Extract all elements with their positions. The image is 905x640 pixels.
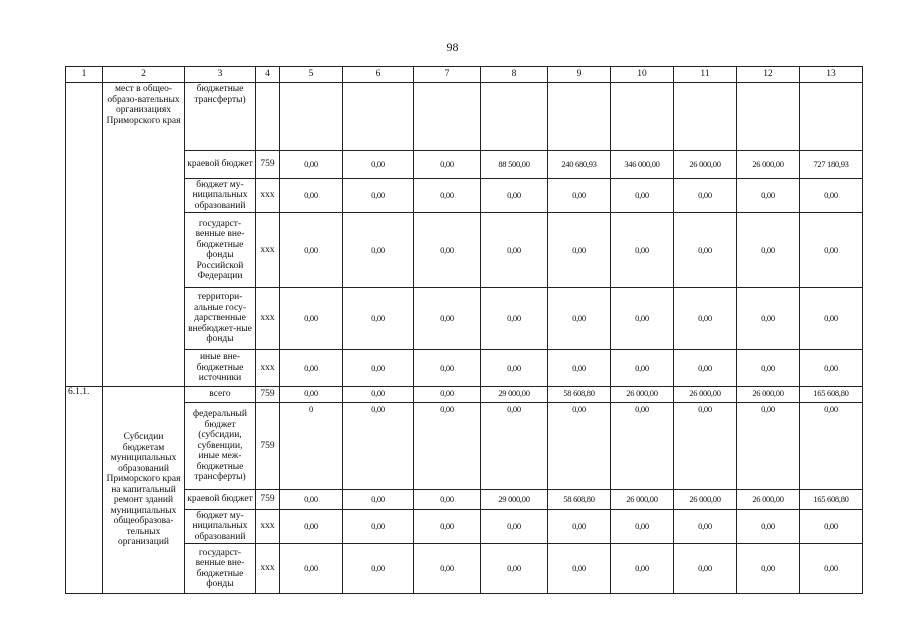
header-cell: 3: [185, 67, 256, 83]
funding-source-cell: федеральный бюджет (субсидии, субвенции, иные меж-бюджетные трансферты): [185, 403, 256, 490]
header-cell: 4: [256, 67, 280, 83]
amount-cell: 0,00: [674, 288, 737, 350]
amount-cell: 0,00: [800, 403, 863, 490]
funding-source-cell: краевой бюджет: [185, 151, 256, 179]
amount-cell: 0,00: [548, 510, 611, 544]
amount-cell: 0,00: [481, 350, 548, 387]
amount-cell: [674, 83, 737, 151]
amount-cell: 0,00: [548, 403, 611, 490]
funding-source-cell: краевой бюджет: [185, 490, 256, 510]
amount-cell: 0,00: [343, 213, 414, 288]
header-cell: 8: [481, 67, 548, 83]
table-row: [66, 151, 863, 179]
amount-cell: 0,00: [414, 490, 481, 510]
amount-cell: 0,00: [737, 179, 800, 213]
amount-cell: [611, 83, 674, 151]
amount-cell: 0,00: [737, 510, 800, 544]
amount-cell: 727 180,93: [800, 151, 863, 179]
amount-cell: 0,00: [674, 510, 737, 544]
amount-cell: 165 608,80: [800, 387, 863, 403]
budget-code-cell: [256, 83, 280, 151]
budget-code-cell: ххх: [256, 544, 280, 594]
table-body: [66, 67, 863, 594]
amount-cell: 0,00: [611, 179, 674, 213]
amount-cell: [800, 83, 863, 151]
amount-cell: 0,00: [548, 179, 611, 213]
budget-code-cell: ххх: [256, 510, 280, 544]
budget-code-cell: ххх: [256, 179, 280, 213]
budget-code-cell: ххх: [256, 288, 280, 350]
funding-source-cell: бюджетные трансферты): [185, 83, 256, 151]
budget-code-cell: 759: [256, 387, 280, 403]
amount-cell: 0,00: [280, 151, 343, 179]
amount-cell: 0,00: [280, 179, 343, 213]
amount-cell: [548, 83, 611, 151]
amount-cell: 0,00: [414, 350, 481, 387]
header-cell: 13: [800, 67, 863, 83]
amount-cell: 0,00: [800, 510, 863, 544]
amount-cell: [481, 83, 548, 151]
header-cell: 7: [414, 67, 481, 83]
amount-cell: 0,00: [343, 544, 414, 594]
amount-cell: 0,00: [280, 510, 343, 544]
amount-cell: 0,00: [611, 403, 674, 490]
amount-cell: 0,00: [800, 179, 863, 213]
funding-source-cell: территори-альные госу-дарственные внебюджет-ные фонды: [185, 288, 256, 350]
row-id-cell: [66, 83, 103, 387]
amount-cell: 58 608,80: [548, 387, 611, 403]
funding-source-cell: государст-венные вне-бюджетные фонды: [185, 544, 256, 594]
header-cell: 12: [737, 67, 800, 83]
amount-cell: 0,00: [343, 510, 414, 544]
amount-cell: 0,00: [611, 350, 674, 387]
amount-cell: 0,00: [737, 213, 800, 288]
amount-cell: 0,00: [737, 403, 800, 490]
header-cell: 2: [103, 67, 185, 83]
amount-cell: 0,00: [674, 350, 737, 387]
amount-cell: 0,00: [611, 544, 674, 594]
amount-cell: 0,00: [548, 350, 611, 387]
amount-cell: 0,00: [280, 387, 343, 403]
amount-cell: 0,00: [414, 213, 481, 288]
budget-code-cell: 759: [256, 490, 280, 510]
amount-cell: 0,00: [800, 213, 863, 288]
funding-source-cell: иные вне-бюджетные источники: [185, 350, 256, 387]
amount-cell: 26 000,00: [674, 151, 737, 179]
amount-cell: 0,00: [414, 179, 481, 213]
funding-source-cell: бюджет му-ниципальных образований: [185, 510, 256, 544]
table-row: [66, 179, 863, 213]
amount-cell: 240 680,93: [548, 151, 611, 179]
header-row: [66, 67, 863, 83]
budget-code-cell: ххх: [256, 350, 280, 387]
amount-cell: 0,00: [280, 490, 343, 510]
header-cell: 10: [611, 67, 674, 83]
amount-cell: 58 608,80: [548, 490, 611, 510]
amount-cell: 88 500,00: [481, 151, 548, 179]
amount-cell: 0,00: [343, 179, 414, 213]
funding-source-cell: бюджет му-ниципальных образований: [185, 179, 256, 213]
amount-cell: 0,00: [343, 490, 414, 510]
amount-cell: 0,00: [737, 544, 800, 594]
amount-cell: 0,00: [737, 350, 800, 387]
header-cell: 9: [548, 67, 611, 83]
funding-source-cell: государст-венные вне-бюджетные фонды Российской Федерации: [185, 213, 256, 288]
amount-cell: 0,00: [343, 288, 414, 350]
amount-cell: 0,00: [481, 544, 548, 594]
table-row: [66, 403, 863, 490]
amount-cell: 0,00: [548, 288, 611, 350]
amount-cell: [280, 83, 343, 151]
table-row: [66, 544, 863, 594]
amount-cell: [414, 83, 481, 151]
amount-cell: 0,00: [414, 544, 481, 594]
amount-cell: 0,00: [611, 288, 674, 350]
amount-cell: 0,00: [414, 151, 481, 179]
row-id-cell: 6.1.1.: [66, 387, 103, 594]
header-cell: 6: [343, 67, 414, 83]
amount-cell: 0,00: [481, 403, 548, 490]
amount-cell: 0,00: [280, 350, 343, 387]
amount-cell: 26 000,00: [611, 387, 674, 403]
amount-cell: 26 000,00: [737, 387, 800, 403]
amount-cell: 0,00: [414, 387, 481, 403]
amount-cell: [737, 83, 800, 151]
amount-cell: 26 000,00: [737, 151, 800, 179]
amount-cell: 0,00: [280, 544, 343, 594]
amount-cell: 26 000,00: [737, 490, 800, 510]
table-row: [66, 213, 863, 288]
amount-cell: 0,00: [548, 213, 611, 288]
amount-cell: 0,00: [481, 510, 548, 544]
header-cell: 5: [280, 67, 343, 83]
amount-cell: 0,00: [343, 350, 414, 387]
table-row: [66, 387, 863, 403]
amount-cell: 0: [280, 403, 343, 490]
amount-cell: 0,00: [343, 387, 414, 403]
amount-cell: 26 000,00: [674, 387, 737, 403]
amount-cell: 0,00: [280, 213, 343, 288]
amount-cell: 165 608,80: [800, 490, 863, 510]
amount-cell: 26 000,00: [674, 490, 737, 510]
measure-name-cell: мест в общео-образо-вательных организациях Приморского края: [103, 83, 185, 387]
amount-cell: 0,00: [737, 288, 800, 350]
amount-cell: 0,00: [674, 213, 737, 288]
table-row: [66, 350, 863, 387]
amount-cell: 0,00: [611, 510, 674, 544]
amount-cell: 0,00: [800, 544, 863, 594]
amount-cell: 0,00: [481, 213, 548, 288]
amount-cell: 0,00: [548, 544, 611, 594]
amount-cell: 0,00: [280, 288, 343, 350]
amount-cell: 29 000,00: [481, 490, 548, 510]
page-number: 98: [446, 40, 459, 54]
header-cell: 1: [66, 67, 103, 83]
amount-cell: 0,00: [343, 151, 414, 179]
budget-code-cell: ххх: [256, 213, 280, 288]
table-row: [66, 83, 863, 151]
funding-source-cell: всего: [185, 387, 256, 403]
amount-cell: 0,00: [800, 288, 863, 350]
budget-code-cell: 759: [256, 403, 280, 490]
amount-cell: 346 000,00: [611, 151, 674, 179]
amount-cell: [343, 83, 414, 151]
amount-cell: 0,00: [674, 544, 737, 594]
amount-cell: 0,00: [481, 288, 548, 350]
table-row: [66, 490, 863, 510]
amount-cell: 0,00: [414, 510, 481, 544]
budget-code-cell: 759: [256, 151, 280, 179]
table-row: [66, 510, 863, 544]
amount-cell: 0,00: [800, 350, 863, 387]
amount-cell: 0,00: [414, 288, 481, 350]
amount-cell: 0,00: [481, 179, 548, 213]
amount-cell: 26 000,00: [611, 490, 674, 510]
amount-cell: 0,00: [674, 179, 737, 213]
amount-cell: 0,00: [343, 403, 414, 490]
amount-cell: 0,00: [674, 403, 737, 490]
amount-cell: 0,00: [414, 403, 481, 490]
table-row: [66, 288, 863, 350]
amount-cell: 0,00: [611, 213, 674, 288]
budget-table: [65, 66, 863, 594]
header-cell: 11: [674, 67, 737, 83]
measure-name-cell: Субсидии бюджетам муниципальных образований Приморского края на капитальный ремонт зданий муниципальных общеобразова-тельных организаций: [103, 387, 185, 594]
amount-cell: 29 000,00: [481, 387, 548, 403]
